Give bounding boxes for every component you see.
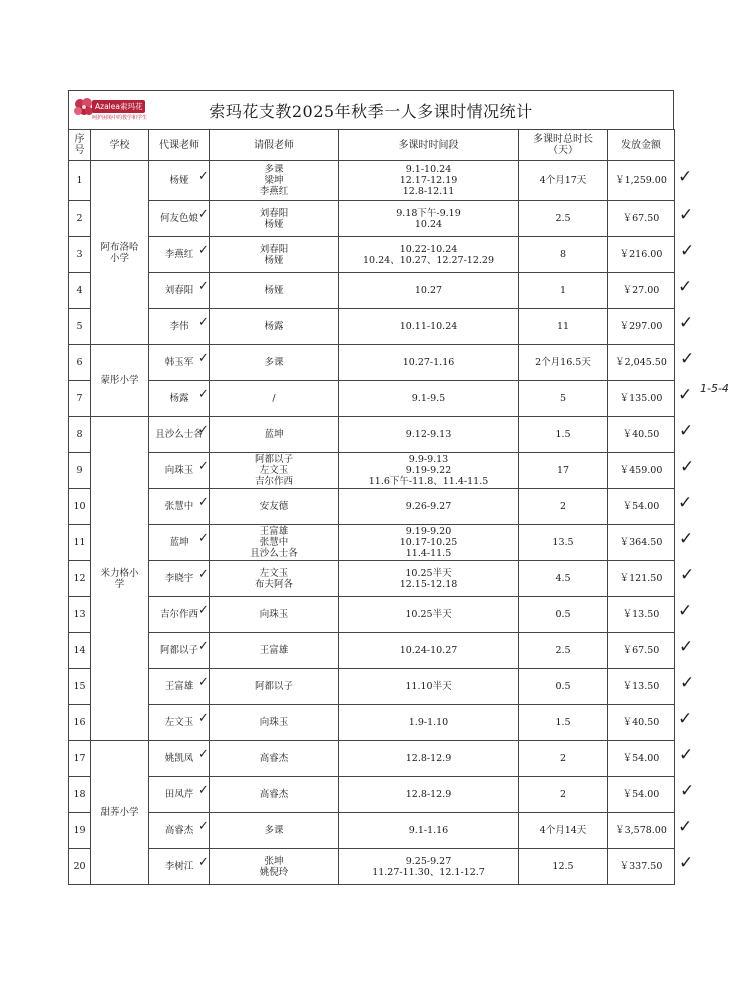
col-header-period: 多课时时间段 [339, 130, 519, 161]
title-row [68, 90, 674, 129]
row-number: 5 [69, 309, 91, 345]
amount: ￥459.00 [608, 453, 675, 489]
substitute-teacher: 韩玉军 [149, 345, 210, 381]
period-line: 9.9-9.13 [408, 454, 449, 465]
row-number: 15 [69, 669, 91, 705]
amount: ￥67.50 [608, 633, 675, 669]
substitute-teacher: 且沙么士各 [149, 417, 210, 453]
leave-teachers-line: 杨娅 [264, 285, 284, 296]
substitute-teacher: 刘春阳 [149, 273, 210, 309]
substitute-teacher: 杨露 [149, 381, 210, 417]
teacher-check-mark: ✓ [198, 351, 209, 366]
leave-teachers [210, 597, 339, 633]
substitute-teacher: 高睿杰 [149, 813, 210, 849]
amount-check-mark: ✓ [680, 349, 695, 369]
leave-teachers-line: 吉尔作西 [254, 476, 293, 487]
period [339, 633, 519, 669]
leave-teachers-line: 张坤 [264, 855, 284, 867]
period [339, 237, 519, 273]
leave-teachers [210, 813, 339, 849]
amount-check-mark: ✓ [678, 493, 693, 513]
leave-teachers [210, 525, 339, 561]
row-number: 20 [69, 849, 91, 885]
school-cell: 阿布洛哈小学 [91, 161, 149, 345]
table-row [69, 777, 675, 813]
logo [72, 94, 152, 126]
col-header-leave: 请假老师 [210, 130, 339, 161]
period [339, 741, 519, 777]
row-number: 2 [69, 201, 91, 237]
amount-check-mark: ✓ [679, 853, 694, 873]
period-line: 11.10半天 [405, 681, 452, 692]
substitute-teacher: 李燕红 [149, 237, 210, 273]
teacher-check-mark: ✓ [198, 603, 209, 618]
period [339, 201, 519, 237]
substitute-teacher: 田凤芹 [149, 777, 210, 813]
col-header-amount: 发放金额 [608, 130, 675, 161]
table-row [69, 237, 675, 273]
row-number: 8 [69, 417, 91, 453]
table-row [69, 201, 675, 237]
table-body [69, 161, 675, 885]
substitute-teacher: 吉尔作西 [149, 597, 210, 633]
leave-teachers-line: 姚倪玲 [259, 866, 289, 878]
period-line: 11.4-11.5 [405, 548, 452, 559]
row-number: 16 [69, 705, 91, 741]
amount-check-mark: ✓ [678, 385, 693, 405]
period-line: 9.1-10.24 [405, 164, 452, 175]
duration: 4.5 [519, 561, 608, 597]
leave-teachers [210, 201, 339, 237]
table-row [69, 849, 675, 885]
period [339, 561, 519, 597]
duration: 1 [519, 273, 608, 309]
leave-teachers [210, 633, 339, 669]
row-number: 19 [69, 813, 91, 849]
teacher-check-mark: ✓ [198, 531, 209, 546]
school-cell: 甜荞小学 [91, 741, 149, 885]
duration: 2个月16.5天 [519, 345, 608, 381]
col-header-no: 序号 [69, 130, 91, 161]
period-line: 10.27-1.16 [402, 357, 455, 368]
leave-teachers-line: 蓝坤 [264, 429, 284, 440]
leave-teachers-line: 王富雄 [259, 645, 289, 656]
substitute-teacher: 李树江 [149, 849, 210, 885]
table-row [69, 669, 675, 705]
amount: ￥67.50 [608, 201, 675, 237]
row-number: 6 [69, 345, 91, 381]
substitute-teacher: 姚凯凤 [149, 741, 210, 777]
amount: ￥135.00 [608, 381, 675, 417]
substitute-teacher: 杨娅 [149, 161, 210, 201]
period-line: 10.24-10.27 [399, 645, 458, 656]
leave-teachers [210, 489, 339, 525]
leave-teachers [210, 561, 339, 597]
statistics-sheet [68, 90, 674, 885]
amount: ￥54.00 [608, 741, 675, 777]
period-line: 9.19-9.22 [405, 465, 452, 476]
table-row [69, 813, 675, 849]
handwritten-side-note: 1-5-4 [700, 382, 729, 395]
amount: ￥54.00 [608, 489, 675, 525]
period [339, 417, 519, 453]
amount-check-mark: ✓ [678, 817, 693, 837]
duration: 1.5 [519, 705, 608, 741]
row-number: 17 [69, 741, 91, 777]
period-line: 1.9-1.10 [408, 717, 449, 728]
substitute-teacher: 向珠玉 [149, 453, 210, 489]
col-header-school: 学校 [91, 130, 149, 161]
duration: 12.5 [519, 849, 608, 885]
period-line: 12.15-12.18 [399, 578, 458, 590]
period-line: 9.1-9.5 [411, 393, 446, 404]
row-number: 18 [69, 777, 91, 813]
leave-teachers [210, 161, 339, 201]
amount: ￥13.50 [608, 597, 675, 633]
amount: ￥40.50 [608, 417, 675, 453]
period [339, 273, 519, 309]
table-row [69, 161, 675, 201]
amount-check-mark: ✓ [678, 601, 693, 621]
leave-teachers-line: 刘春阳 [259, 207, 289, 219]
period [339, 525, 519, 561]
substitute-teacher: 王富雄 [149, 669, 210, 705]
teacher-check-mark: ✓ [198, 783, 209, 798]
amount-check-mark: ✓ [680, 457, 695, 477]
duration: 2 [519, 489, 608, 525]
teacher-check-mark: ✓ [198, 855, 209, 870]
period-line: 9.1-1.16 [408, 825, 449, 836]
period-line: 9.25-9.27 [405, 855, 452, 867]
amount-check-mark: ✓ [680, 565, 695, 585]
teacher-check-mark: ✓ [198, 675, 209, 690]
table-row [69, 273, 675, 309]
duration: 0.5 [519, 597, 608, 633]
col-header-duration: 多课时总时长（天） [519, 130, 608, 161]
period-line: 12.17-12.19 [399, 175, 458, 186]
amount-check-mark: ✓ [678, 277, 693, 297]
duration: 0.5 [519, 669, 608, 705]
duration: 17 [519, 453, 608, 489]
leave-teachers [210, 237, 339, 273]
table-row [69, 489, 675, 525]
amount: ￥27.00 [608, 273, 675, 309]
period-line: 12.8-12.9 [405, 789, 452, 800]
amount: ￥3,578.00 [608, 813, 675, 849]
amount-check-mark: ✓ [679, 745, 694, 765]
period [339, 453, 519, 489]
leave-teachers-line: 左文玉 [259, 465, 289, 476]
amount-check-mark: ✓ [680, 781, 695, 801]
amount: ￥364.50 [608, 525, 675, 561]
period-line: 10.17-10.25 [399, 537, 458, 548]
period-line: 9.12-9.13 [405, 429, 452, 440]
substitute-teacher: 李晓宇 [149, 561, 210, 597]
amount: ￥337.50 [608, 849, 675, 885]
period-line: 9.19-9.20 [405, 526, 452, 537]
leave-teachers [210, 741, 339, 777]
logo-tagline: 呵护困境中的教学和学生 [92, 115, 148, 121]
school-cell: 米力格小学 [91, 417, 149, 741]
teacher-check-mark: ✓ [198, 495, 209, 510]
leave-teachers [210, 849, 339, 885]
amount: ￥54.00 [608, 777, 675, 813]
substitute-teacher: 张慧中 [149, 489, 210, 525]
duration: 4个月17天 [519, 161, 608, 201]
period [339, 161, 519, 201]
period-line: 11.6下午-11.8、11.4-11.5 [368, 476, 489, 487]
leave-teachers-line: 向珠玉 [259, 717, 289, 728]
table-row [69, 597, 675, 633]
duration: 8 [519, 237, 608, 273]
leave-teachers-line: 多课 [264, 825, 284, 836]
period-line: 10.25半天 [405, 567, 452, 579]
amount-check-mark: ✓ [679, 313, 694, 333]
period-line: 9.18下午-9.19 [396, 207, 461, 219]
amount: ￥297.00 [608, 309, 675, 345]
leave-teachers [210, 705, 339, 741]
leave-teachers [210, 669, 339, 705]
leave-teachers-line: 张慧中 [259, 537, 289, 548]
row-number: 7 [69, 381, 91, 417]
leave-teachers-line: 多课 [264, 357, 284, 368]
teacher-check-mark: ✓ [198, 279, 209, 294]
period [339, 669, 519, 705]
substitute-teacher: 左文玉 [149, 705, 210, 741]
page-title: 索玛花支教2025年秋季一人多课时情况统计 [209, 101, 533, 121]
amount-check-mark: ✓ [678, 709, 693, 729]
substitute-teacher: 何友色娘 [149, 201, 210, 237]
teacher-check-mark: ✓ [198, 207, 209, 222]
table-row [69, 525, 675, 561]
teacher-check-mark: ✓ [198, 459, 209, 474]
leave-teachers-line: 杨露 [264, 321, 284, 332]
duration: 2.5 [519, 201, 608, 237]
teacher-check-mark: ✓ [198, 747, 209, 762]
duration: 2 [519, 777, 608, 813]
period-line: 9.26-9.27 [405, 501, 452, 512]
table-row [69, 561, 675, 597]
period [339, 309, 519, 345]
period [339, 813, 519, 849]
leave-teachers-line: 李燕红 [259, 186, 289, 197]
teacher-check-mark: ✓ [198, 243, 209, 258]
row-number: 4 [69, 273, 91, 309]
period-line: 10.22-10.24 [399, 243, 458, 255]
duration: 1.5 [519, 417, 608, 453]
row-number: 10 [69, 489, 91, 525]
leave-teachers [210, 453, 339, 489]
row-number: 13 [69, 597, 91, 633]
stats-table [68, 129, 675, 885]
amount-check-mark: ✓ [680, 673, 695, 693]
duration: 4个月14天 [519, 813, 608, 849]
leave-teachers-line: 阿都以子 [254, 454, 293, 465]
period-line: 10.25半天 [405, 609, 452, 620]
leave-teachers [210, 309, 339, 345]
row-number: 3 [69, 237, 91, 273]
leave-teachers [210, 417, 339, 453]
leave-teachers-line: 阿都以子 [254, 681, 293, 692]
amount: ￥1,259.00 [608, 161, 675, 201]
amount-check-mark: ✓ [679, 529, 694, 549]
logo-brand: Azalea索玛花 [92, 100, 145, 113]
leave-teachers [210, 345, 339, 381]
table-header-row [69, 130, 675, 161]
table-row [69, 417, 675, 453]
leave-teachers-line: 左文玉 [259, 567, 289, 579]
leave-teachers-line: 安友德 [259, 501, 289, 512]
period [339, 381, 519, 417]
leave-teachers-line: 王富雄 [259, 526, 289, 537]
leave-teachers-line: 向珠玉 [259, 609, 289, 620]
row-number: 11 [69, 525, 91, 561]
period [339, 777, 519, 813]
teacher-check-mark: ✓ [198, 819, 209, 834]
teacher-check-mark: ✓ [198, 169, 209, 184]
row-number: 12 [69, 561, 91, 597]
period-line: 10.27 [414, 285, 443, 296]
row-number: 9 [69, 453, 91, 489]
substitute-teacher: 蓝坤 [149, 525, 210, 561]
table-row [69, 633, 675, 669]
amount-check-mark: ✓ [678, 167, 693, 187]
leave-teachers [210, 777, 339, 813]
substitute-teacher: 李伟 [149, 309, 210, 345]
period [339, 705, 519, 741]
period-line: 12.8-12.9 [405, 753, 452, 764]
amount: ￥121.50 [608, 561, 675, 597]
table-row [69, 741, 675, 777]
period [339, 597, 519, 633]
leave-teachers-line: 布夫阿各 [254, 578, 293, 590]
teacher-check-mark: ✓ [198, 423, 209, 438]
period [339, 489, 519, 525]
leave-teachers-line: 杨娅 [264, 254, 284, 266]
duration: 13.5 [519, 525, 608, 561]
leave-teachers-line: / [272, 393, 276, 404]
table-row [69, 381, 675, 417]
amount: ￥13.50 [608, 669, 675, 705]
teacher-check-mark: ✓ [198, 387, 209, 402]
period [339, 849, 519, 885]
leave-teachers-line: 且沙么士各 [250, 548, 298, 559]
duration: 2 [519, 741, 608, 777]
table-row [69, 705, 675, 741]
leave-teachers-line: 刘春阳 [259, 243, 289, 255]
leave-teachers-line: 高睿杰 [259, 753, 289, 764]
period-line: 10.11-10.24 [399, 321, 458, 332]
duration: 2.5 [519, 633, 608, 669]
amount: ￥216.00 [608, 237, 675, 273]
leave-teachers [210, 381, 339, 417]
duration: 5 [519, 381, 608, 417]
teacher-check-mark: ✓ [198, 639, 209, 654]
period-line: 10.24、10.27、12.27-12.29 [363, 254, 494, 266]
table-row [69, 309, 675, 345]
amount-check-mark: ✓ [680, 241, 695, 261]
duration: 11 [519, 309, 608, 345]
period [339, 345, 519, 381]
period-line: 10.24 [414, 218, 443, 230]
leave-teachers-line: 梁坤 [264, 175, 284, 186]
amount: ￥40.50 [608, 705, 675, 741]
leave-teachers [210, 273, 339, 309]
amount: ￥2,045.50 [608, 345, 675, 381]
school-cell: 蒙彤小学 [91, 345, 149, 417]
substitute-teacher: 阿都以子 [149, 633, 210, 669]
period-line: 12.8-12.11 [402, 186, 455, 197]
leave-teachers-line: 多课 [264, 164, 284, 175]
table-row [69, 453, 675, 489]
col-header-teacher: 代课老师 [149, 130, 210, 161]
amount-check-mark: ✓ [679, 205, 694, 225]
teacher-check-mark: ✓ [198, 567, 209, 582]
leave-teachers-line: 杨娅 [264, 218, 284, 230]
teacher-check-mark: ✓ [198, 711, 209, 726]
row-number: 1 [69, 161, 91, 201]
amount-check-mark: ✓ [679, 637, 694, 657]
amount-check-mark: ✓ [679, 421, 694, 441]
teacher-check-mark: ✓ [198, 315, 209, 330]
leave-teachers-line: 高睿杰 [259, 789, 289, 800]
row-number: 14 [69, 633, 91, 669]
period-line: 11.27-11.30、12.1-12.7 [372, 866, 485, 878]
table-row [69, 345, 675, 381]
